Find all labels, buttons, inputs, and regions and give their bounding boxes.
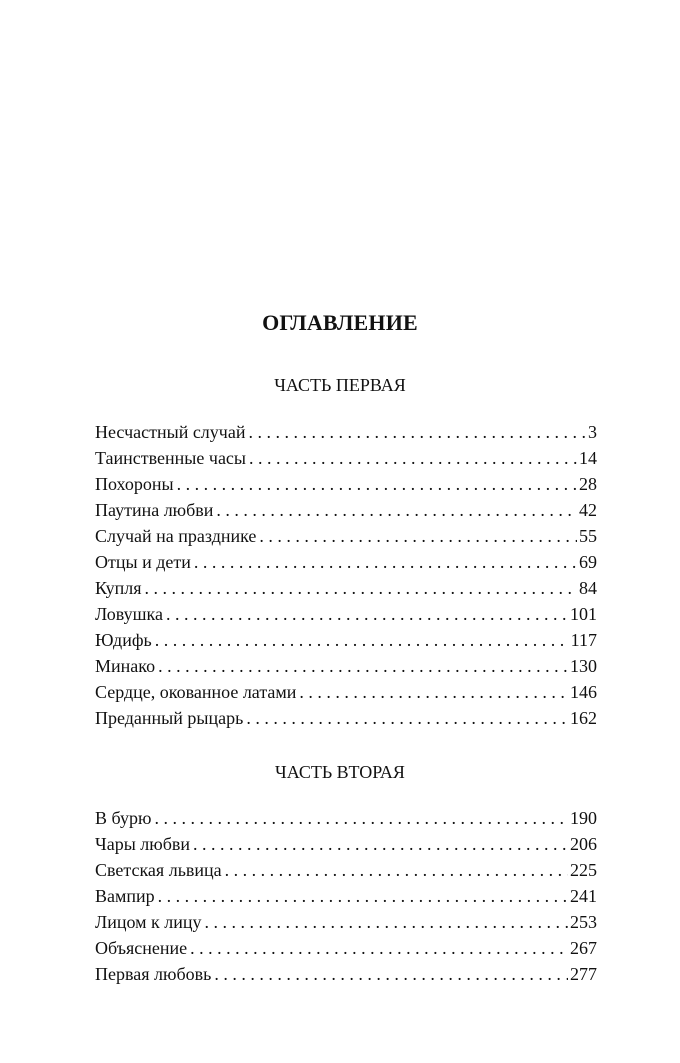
toc-entry[interactable]: [95, 471, 597, 497]
dot-leader: [205, 909, 568, 935]
entry-title: Паутина любви: [95, 500, 214, 520]
toc-entry[interactable]: [95, 445, 597, 471]
entry-title: Чары любви: [95, 834, 191, 854]
entry-page: 69: [579, 552, 597, 572]
entry-page: 146: [570, 682, 597, 702]
toc-entry[interactable]: [95, 961, 597, 987]
entry-title: Похороны: [95, 474, 174, 494]
entry-page: 225: [570, 860, 597, 880]
entry-title: Сердце, окованное латами: [95, 682, 297, 702]
toc-entry[interactable]: [95, 523, 597, 549]
toc-entry[interactable]: [95, 705, 597, 731]
toc-entry[interactable]: [95, 549, 597, 575]
entry-page: 190: [570, 808, 597, 828]
entry-page: 117: [570, 630, 597, 650]
entry-page: 3: [588, 422, 597, 442]
toc-entry[interactable]: [95, 575, 597, 601]
part-heading: ЧАСТЬ ПЕРВАЯ: [274, 375, 406, 395]
toc-entry[interactable]: [95, 805, 597, 831]
dot-leader: [194, 549, 577, 575]
entry-title: Преданный рыцарь: [95, 708, 244, 728]
toc-entry[interactable]: [95, 935, 597, 961]
entry-page: 277: [570, 964, 597, 984]
toc-entry[interactable]: [95, 653, 597, 679]
dot-leader: [248, 419, 586, 445]
toc-entry[interactable]: [95, 419, 597, 445]
entry-page: 101: [570, 604, 597, 624]
entry-title: Ловушка: [95, 604, 163, 624]
toc-entry[interactable]: [95, 909, 597, 935]
entry-page: 55: [579, 526, 597, 546]
toc-entry[interactable]: [95, 601, 597, 627]
dot-leader: [214, 961, 568, 987]
entry-page: 42: [579, 500, 597, 520]
entry-page: 14: [579, 448, 597, 468]
toc-entry[interactable]: [95, 883, 597, 909]
dot-leader: [246, 705, 568, 731]
dot-leader: [177, 471, 577, 497]
part-heading: ЧАСТЬ ВТОРАЯ: [275, 762, 405, 782]
entry-page: 253: [570, 912, 597, 932]
dot-leader: [158, 653, 568, 679]
entry-title: Несчастный случай: [95, 422, 246, 442]
dot-leader: [259, 523, 577, 549]
entry-title: Купля: [95, 578, 142, 598]
dot-leader: [216, 497, 577, 523]
toc-entry[interactable]: [95, 831, 597, 857]
entry-title: Случай на празднике: [95, 526, 257, 546]
entry-page: 267: [570, 938, 597, 958]
entry-page: 84: [579, 578, 597, 598]
dot-leader: [166, 601, 568, 627]
entry-title: Юдифь: [95, 630, 152, 650]
entry-title: Объяснение: [95, 938, 188, 958]
dot-leader: [299, 679, 568, 705]
dot-leader: [154, 805, 568, 831]
toc-list-part-1: [95, 419, 597, 731]
dot-leader: [155, 627, 569, 653]
page-title: ОГЛАВЛЕНИЕ: [262, 310, 418, 335]
toc-entry[interactable]: [95, 497, 597, 523]
entry-page: 241: [570, 886, 597, 906]
toc-entry[interactable]: [95, 679, 597, 705]
entry-title: Лицом к лицу: [95, 912, 202, 932]
entry-page: 28: [579, 474, 597, 494]
entry-title: Первая любовь: [95, 964, 212, 984]
dot-leader: [190, 935, 568, 961]
entry-title: В бурю: [95, 808, 152, 828]
entry-title: Светская львица: [95, 860, 222, 880]
dot-leader: [193, 831, 568, 857]
dot-leader: [249, 445, 577, 471]
entry-title: Таинственные часы: [95, 448, 247, 468]
entry-title: Вампир: [95, 886, 155, 906]
dot-leader: [145, 575, 577, 601]
toc-list-part-2: [95, 805, 597, 987]
entry-title: Минако: [95, 656, 156, 676]
dot-leader: [158, 883, 568, 909]
entry-page: 206: [570, 834, 597, 854]
entry-page: 162: [570, 708, 597, 728]
toc-entry[interactable]: [95, 627, 597, 653]
dot-leader: [225, 857, 568, 883]
toc-entry[interactable]: [95, 857, 597, 883]
entry-page: 130: [570, 656, 597, 676]
entry-title: Отцы и дети: [95, 552, 191, 572]
